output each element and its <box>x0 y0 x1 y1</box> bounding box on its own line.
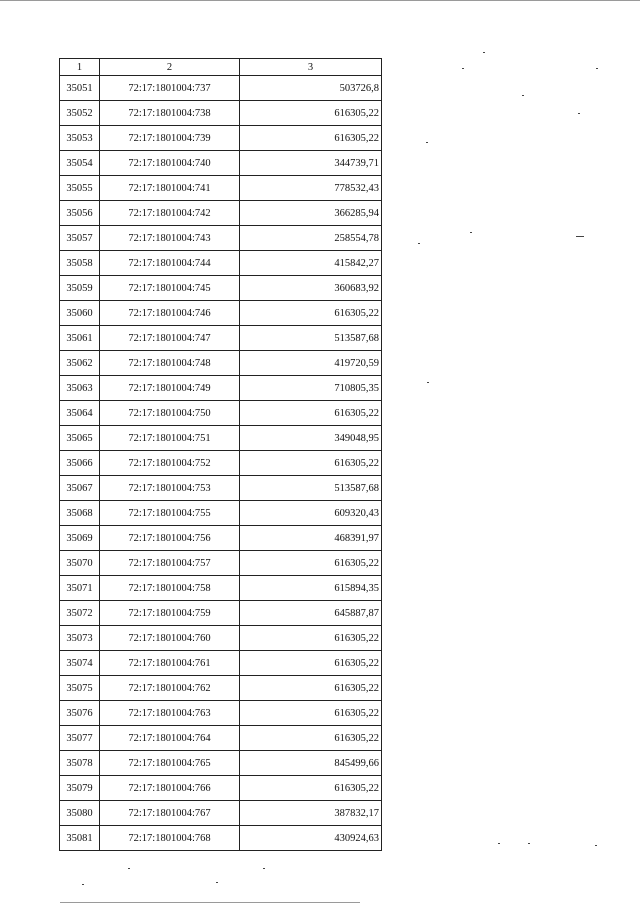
cadastral-value-cell: 616305,22 <box>240 626 382 651</box>
table-row <box>60 476 382 501</box>
row-number-cell: 35070 <box>60 551 100 576</box>
cadastral-value-cell: 503726,8 <box>240 76 382 101</box>
row-number-cell: 35057 <box>60 226 100 251</box>
cadastral-number-cell: 72:17:1801004:742 <box>100 201 240 226</box>
cadastral-number-cell: 72:17:1801004:751 <box>100 426 240 451</box>
row-number-cell: 35067 <box>60 476 100 501</box>
cadastral-number-cell: 72:17:1801004:747 <box>100 326 240 351</box>
cadastral-number-cell: 72:17:1801004:741 <box>100 176 240 201</box>
page-top-edge-line <box>0 0 640 1</box>
cadastral-number-cell: 72:17:1801004:755 <box>100 501 240 526</box>
table-row <box>60 351 382 376</box>
table-row <box>60 501 382 526</box>
scan-speck <box>462 68 464 69</box>
table-header <box>60 59 382 76</box>
table-row <box>60 401 382 426</box>
cadastral-value-cell: 615894,35 <box>240 576 382 601</box>
cadastral-number-cell: 72:17:1801004:757 <box>100 551 240 576</box>
cadastral-value-cell: 845499,66 <box>240 751 382 776</box>
table-row <box>60 276 382 301</box>
cadastral-value-cell: 616305,22 <box>240 451 382 476</box>
cadastral-value-cell: 366285,94 <box>240 201 382 226</box>
row-number-cell: 35061 <box>60 326 100 351</box>
scan-speck <box>216 882 218 883</box>
cadastral-value-cell: 468391,97 <box>240 526 382 551</box>
cadastral-value-cell: 258554,78 <box>240 226 382 251</box>
table-row <box>60 601 382 626</box>
cadastral-number-cell: 72:17:1801004:739 <box>100 126 240 151</box>
row-number-cell: 35054 <box>60 151 100 176</box>
cadastral-value-cell: 616305,22 <box>240 551 382 576</box>
cadastral-number-cell: 72:17:1801004:768 <box>100 826 240 851</box>
cadastral-value-cell: 419720,59 <box>240 351 382 376</box>
cadastral-value-cell: 616305,22 <box>240 676 382 701</box>
cadastral-number-cell: 72:17:1801004:750 <box>100 401 240 426</box>
cadastral-number-cell: 72:17:1801004:744 <box>100 251 240 276</box>
table-body <box>60 76 382 851</box>
row-number-cell: 35063 <box>60 376 100 401</box>
cadastral-number-cell: 72:17:1801004:763 <box>100 701 240 726</box>
cadastral-value-cell: 513587,68 <box>240 476 382 501</box>
cadastral-number-cell: 72:17:1801004:743 <box>100 226 240 251</box>
cadastral-number-cell: 72:17:1801004:752 <box>100 451 240 476</box>
row-number-cell: 35072 <box>60 601 100 626</box>
column-header-1: 1 <box>60 59 100 76</box>
table-row <box>60 626 382 651</box>
cadastral-value-cell: 513587,68 <box>240 326 382 351</box>
row-number-cell: 35064 <box>60 401 100 426</box>
table-row <box>60 776 382 801</box>
cadastral-value-cell: 609320,43 <box>240 501 382 526</box>
cadastral-value-cell: 616305,22 <box>240 401 382 426</box>
table-row <box>60 751 382 776</box>
cadastral-value-cell: 387832,17 <box>240 801 382 826</box>
row-number-cell: 35051 <box>60 76 100 101</box>
cadastral-value-cell: 415842,27 <box>240 251 382 276</box>
column-header-3: 3 <box>240 59 382 76</box>
cadastral-value-cell: 616305,22 <box>240 776 382 801</box>
cadastral-value-cell: 778532,43 <box>240 176 382 201</box>
scan-speck <box>418 243 420 244</box>
row-number-cell: 35081 <box>60 826 100 851</box>
cadastral-number-cell: 72:17:1801004:738 <box>100 101 240 126</box>
cadastral-number-cell: 72:17:1801004:745 <box>100 276 240 301</box>
table-row <box>60 526 382 551</box>
table-row <box>60 676 382 701</box>
scan-speck <box>498 843 500 844</box>
cadastral-number-cell: 72:17:1801004:753 <box>100 476 240 501</box>
scan-speck <box>128 868 130 869</box>
table-row <box>60 151 382 176</box>
cadastral-value-cell: 349048,95 <box>240 426 382 451</box>
table-row <box>60 201 382 226</box>
cadastral-value-cell: 616305,22 <box>240 126 382 151</box>
scan-speck <box>522 95 524 96</box>
row-number-cell: 35076 <box>60 701 100 726</box>
scan-speck <box>595 845 597 846</box>
row-number-cell: 35058 <box>60 251 100 276</box>
scan-speck <box>576 236 584 237</box>
row-number-cell: 35080 <box>60 801 100 826</box>
column-header-2: 2 <box>100 59 240 76</box>
cadastral-number-cell: 72:17:1801004:765 <box>100 751 240 776</box>
scan-speck <box>263 868 265 869</box>
table-row <box>60 426 382 451</box>
scan-speck <box>426 142 428 143</box>
table-row <box>60 251 382 276</box>
cadastral-value-cell: 360683,92 <box>240 276 382 301</box>
table-row <box>60 76 382 101</box>
table-row <box>60 726 382 751</box>
row-number-cell: 35056 <box>60 201 100 226</box>
scan-speck <box>483 52 485 53</box>
scan-speck <box>578 113 580 114</box>
cadastral-value-cell: 616305,22 <box>240 726 382 751</box>
row-number-cell: 35068 <box>60 501 100 526</box>
table-row <box>60 651 382 676</box>
row-number-cell: 35075 <box>60 676 100 701</box>
row-number-cell: 35062 <box>60 351 100 376</box>
row-number-cell: 35065 <box>60 426 100 451</box>
cadastral-value-cell: 430924,63 <box>240 826 382 851</box>
cadastral-number-cell: 72:17:1801004:764 <box>100 726 240 751</box>
scan-speck <box>427 382 429 383</box>
row-number-cell: 35053 <box>60 126 100 151</box>
row-number-cell: 35079 <box>60 776 100 801</box>
cadastral-value-cell: 616305,22 <box>240 651 382 676</box>
row-number-cell: 35073 <box>60 626 100 651</box>
cadastral-value-table <box>59 58 382 851</box>
cadastral-number-cell: 72:17:1801004:748 <box>100 351 240 376</box>
cadastral-value-cell: 616305,22 <box>240 701 382 726</box>
table-row <box>60 101 382 126</box>
row-number-cell: 35052 <box>60 101 100 126</box>
table-row <box>60 301 382 326</box>
table-row <box>60 801 382 826</box>
cadastral-value-cell: 710805,35 <box>240 376 382 401</box>
table-row <box>60 226 382 251</box>
cadastral-value-cell: 616305,22 <box>240 301 382 326</box>
table-row <box>60 126 382 151</box>
row-number-cell: 35071 <box>60 576 100 601</box>
cadastral-number-cell: 72:17:1801004:756 <box>100 526 240 551</box>
row-number-cell: 35074 <box>60 651 100 676</box>
table-row <box>60 326 382 351</box>
row-number-cell: 35055 <box>60 176 100 201</box>
row-number-cell: 35077 <box>60 726 100 751</box>
cadastral-number-cell: 72:17:1801004:749 <box>100 376 240 401</box>
cadastral-value-cell: 645887,87 <box>240 601 382 626</box>
cadastral-number-cell: 72:17:1801004:737 <box>100 76 240 101</box>
row-number-cell: 35069 <box>60 526 100 551</box>
scan-speck <box>470 232 472 233</box>
cadastral-number-cell: 72:17:1801004:740 <box>100 151 240 176</box>
row-number-cell: 35060 <box>60 301 100 326</box>
cadastral-number-cell: 72:17:1801004:766 <box>100 776 240 801</box>
cadastral-number-cell: 72:17:1801004:761 <box>100 651 240 676</box>
scan-speck <box>596 68 598 69</box>
table-row <box>60 551 382 576</box>
row-number-cell: 35078 <box>60 751 100 776</box>
table-header-row <box>60 59 382 76</box>
row-number-cell: 35059 <box>60 276 100 301</box>
cadastral-number-cell: 72:17:1801004:762 <box>100 676 240 701</box>
cadastral-number-cell: 72:17:1801004:760 <box>100 626 240 651</box>
cadastral-value-cell: 616305,22 <box>240 101 382 126</box>
scan-speck <box>82 884 84 885</box>
table-row <box>60 176 382 201</box>
page-bottom-edge-line <box>60 902 360 903</box>
table-row <box>60 451 382 476</box>
cadastral-number-cell: 72:17:1801004:767 <box>100 801 240 826</box>
cadastral-number-cell: 72:17:1801004:746 <box>100 301 240 326</box>
table-row <box>60 701 382 726</box>
table-row <box>60 826 382 851</box>
cadastral-number-cell: 72:17:1801004:758 <box>100 576 240 601</box>
table-row <box>60 376 382 401</box>
row-number-cell: 35066 <box>60 451 100 476</box>
cadastral-value-cell: 344739,71 <box>240 151 382 176</box>
scan-speck <box>528 843 530 844</box>
table-row <box>60 576 382 601</box>
cadastral-number-cell: 72:17:1801004:759 <box>100 601 240 626</box>
